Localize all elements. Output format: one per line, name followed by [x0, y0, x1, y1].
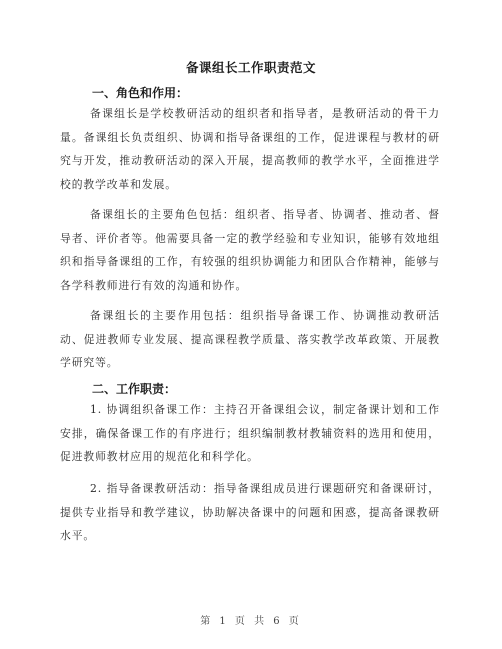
- section-heading-role: 一、角色和作用：: [92, 86, 189, 100]
- page-footer: 第 1 页 共 6 页: [200, 616, 302, 627]
- paragraph-role-functions: 备课组长的主要作用包括：组织指导备课工作、协调推动教研活动、促进教师专业发展、提高课程教学质量、落实教学改革政策、开展教学研究等。: [60, 309, 440, 369]
- paragraph-role-characters: 备课组长的主要角色包括：组织者、指导者、协调者、推动者、督导者、评价者等。他需要具备一定的教学经验和专业知识，能够有效地组织和指导备课组的工作，有较强的组织协调能力和团队合作精神，能够与各学科教师进行有效的沟通和协作。: [60, 208, 440, 292]
- section-heading-duties: 二、工作职责：: [92, 382, 177, 396]
- paragraph-role-intro: 备课组长是学校教研活动的组织者和指导者，是教研活动的骨干力量。备课组长负责组织、协调和指导备课组的工作，促进课程与教材的研究与开发，推动教研活动的深入开展，提高教师的教学水平，全面推进学校的教学改革和发展。: [60, 107, 440, 191]
- paragraph-duty-2: 2. 指导备课教研活动：指导备课组成员进行课题研究和备课研讨，提供专业指导和教学建议，协助解决备课中的问题和困惑，提高备课教研水平。: [60, 482, 440, 542]
- paragraph-duty-1: 1. 协调组织备课工作：主持召开备课组会议，制定备课计划和工作安排，确保备课工作的有序进行；组织编制教材教辅资料的选用和使用，促进教师教材应用的规范化和科学化。: [60, 403, 440, 463]
- document-title: 备课组长工作职责范文: [185, 60, 316, 75]
